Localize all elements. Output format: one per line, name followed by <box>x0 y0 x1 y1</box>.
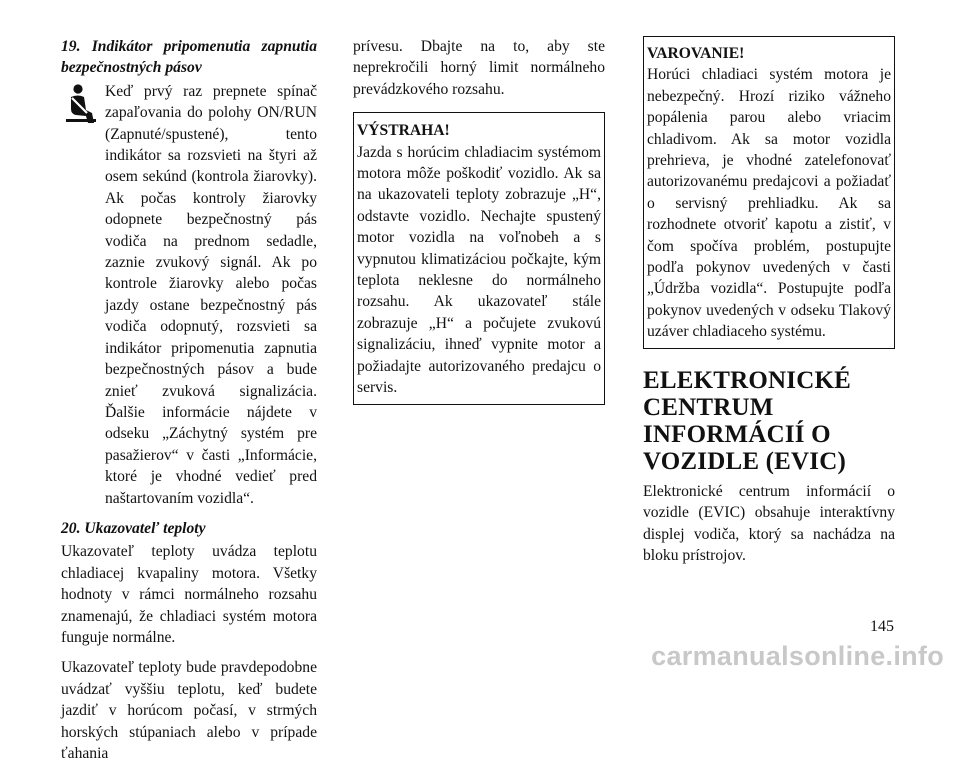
section-19-body <box>61 81 317 509</box>
caution-box <box>353 112 605 404</box>
left-column <box>61 36 317 773</box>
seatbelt-reminder-icon <box>61 83 99 125</box>
section-20-paragraph-2: Ukazovateľ teploty bude pravdepodobne uvádzať vyššiu teplotu, keď budete jazdiť v horúcom počasí, v strmých horských stúpaniach alebo v prípade ťahania <box>61 659 317 762</box>
section-19-title: 19. Indikátor pripomenutia zapnutia bezpečnostných pásov <box>61 38 317 77</box>
warning-title: VAROVANIE! <box>647 45 745 62</box>
page-number: 145 <box>870 618 894 635</box>
section-20-paragraph-2-continued: prívesu. Dbajte na to, aby ste neprekročili horný limit normálneho prevádzkového rozsahu. <box>353 38 605 98</box>
section-19-text: Keď prvý raz prepnete spínač zapaľovania do polohy ON/RUN (Zapnuté/spustené), tento indikátor sa rozsvieti na štyri až osem sekúnd (kontrola žiarovky). Ak počas kontroly žiarovky odopnete bezpečnostný pás vodiča na prednom sedadle, zaznie zvukový signál. Ak po kontrole žiarovky alebo počas jazdy ostane bezpečnostný pás vodiča odopnutý, rozsvieti sa indikátor pripomenutia zapnutia bezpečnostných pásov a bude znieť zvuková signalizácia. Ďalšie informácie nájdete v odseku „Záchytný systém pre pasažierov“ v časti „Informácie, ktoré je vhodné vedieť pred naštartovaním vozidla“. <box>105 82 317 507</box>
warning-text: Horúci chladiaci systém motora je nebezpečný. Hrozí riziko vážneho popálenia parou alebo vriacim chladivom. Ak sa motor vozidla prehrieva, je vhodné zatelefonovať autorizovanému predajcovi a požiadať o servisný prehliadku. Ak sa rozhodnete otvoriť kapotu a zistiť, v čom spočíva problém, postupujte podľa pokynov uvedených v časti „Údržba vozidla“. Postupujte podľa pokynov uvedených v odseku Tlakový uzáver chladiaceho systému. <box>647 66 891 341</box>
caution-text: Jazda s horúcim chladiacim systémom motora môže poškodiť vozidlo. Ak sa na ukazovateli teploty zobrazuje „H“, odstavte vozidlo. Nechajte spustený motor vozidla na voľnobeh a s vypnutou klimatizáciou počkajte, kým teplota neklesne do normálneho rozsahu. Ak ukazovateľ stále zobrazuje „H“ a počujete zvukovú signalizáciu, ihneď vypnite motor a požiadajte autorizovaného predajcu o servis. <box>357 143 601 397</box>
evic-heading: ELEKTRONICKÉ CENTRUM INFORMÁCIÍ O VOZIDLE (EVIC) <box>643 366 852 475</box>
right-column <box>643 36 895 575</box>
watermark-text: carmanualsonline.info <box>651 641 944 671</box>
middle-column <box>353 36 605 405</box>
caution-title: VÝSTRAHA! <box>357 122 450 140</box>
evic-paragraph: Elektronické centrum informácií o vozidle (EVIC) obsahuje interaktívny displej vodiča, ktorý sa nachádza na bloku prístrojov. <box>643 482 895 564</box>
section-20-paragraph-1: Ukazovateľ teploty uvádza teplotu chladiacej kvapaliny motora. Všetky hodnoty v rámci normálneho rozsahu znamenajú, že chladiaci systém motora funguje normálne. <box>61 543 317 646</box>
warning-box <box>643 36 895 349</box>
section-20-title: 20. Ukazovateľ teploty <box>61 519 206 537</box>
